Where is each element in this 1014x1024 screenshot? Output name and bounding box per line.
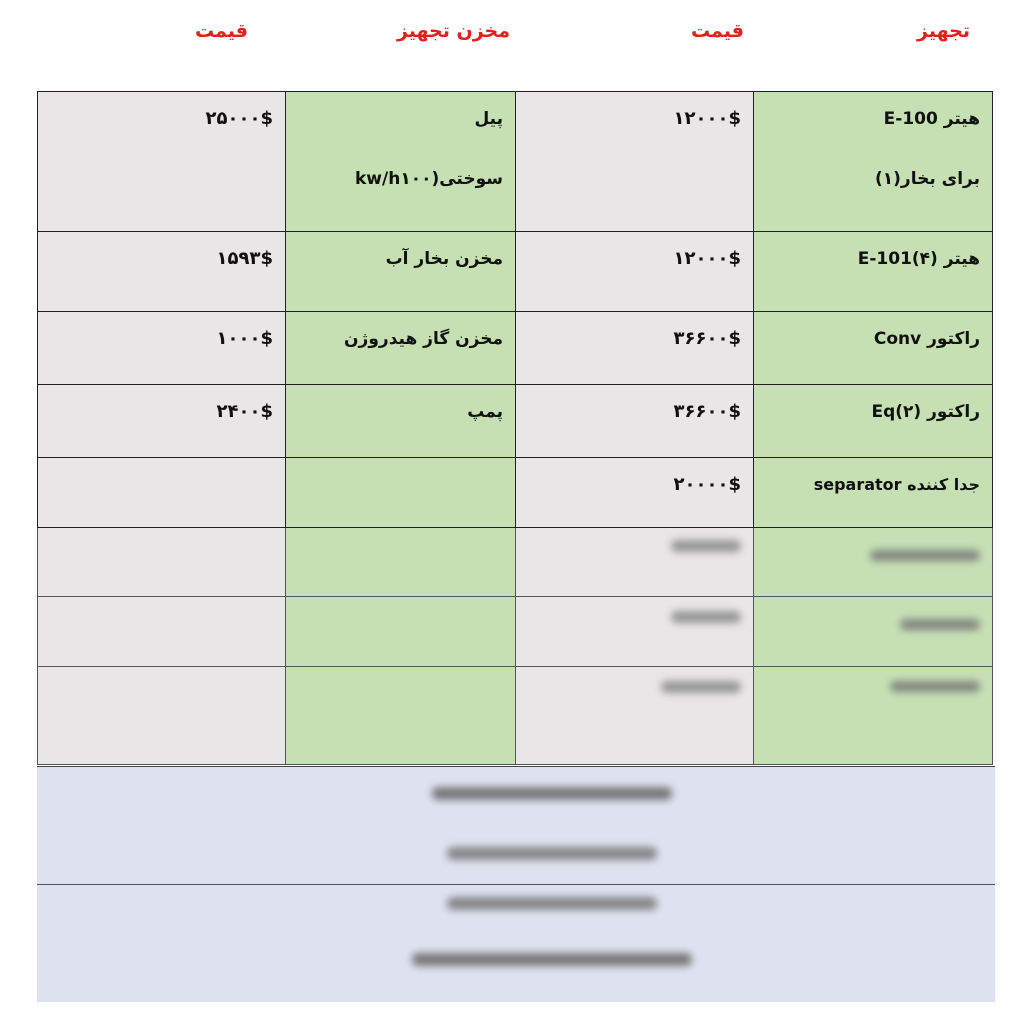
storage-line: مخزن گاز هیدروژن	[344, 329, 503, 349]
table-row	[38, 385, 993, 458]
price-1-value: ۱۲۰۰۰$	[673, 108, 741, 129]
blurred-row	[38, 597, 993, 667]
blurred-summary-line	[447, 847, 657, 860]
blurred-cell	[38, 667, 286, 765]
equipment-line: هیتر E-100	[883, 109, 980, 129]
storage-cell	[286, 385, 516, 458]
blurred-cell	[516, 667, 754, 765]
table-row	[38, 232, 993, 312]
blurred-cell	[38, 528, 286, 597]
equipment-cell	[754, 312, 993, 385]
price-2-value	[38, 458, 285, 468]
blurred-cell	[286, 597, 516, 667]
price-1-cell	[516, 232, 754, 312]
table-row	[38, 92, 993, 232]
price-1-value: ۲۰۰۰۰$	[673, 474, 741, 495]
price-2-cell	[38, 385, 286, 458]
storage-cell	[286, 458, 516, 528]
equipment-cell	[754, 385, 993, 458]
price-2-value: ۲۴۰۰$	[216, 401, 273, 422]
blurred-price-mark	[661, 681, 741, 693]
price-2-cell	[38, 312, 286, 385]
price-2-cell	[38, 458, 286, 528]
price-1-value: ۳۶۶۰۰$	[673, 328, 741, 349]
price-1-cell	[516, 385, 754, 458]
blurred-cell	[38, 597, 286, 667]
price-1-value: ۳۶۶۰۰$	[673, 401, 741, 422]
summary-section	[37, 885, 995, 1002]
blurred-cell	[516, 528, 754, 597]
blurred-equipment-mark	[890, 681, 980, 692]
storage-line	[286, 458, 515, 468]
blurred-row	[38, 667, 993, 765]
summary-section	[37, 767, 995, 885]
storage-cell	[286, 232, 516, 312]
equipment-line: راکتور Eq(۲)	[871, 402, 980, 422]
blurred-cell	[516, 597, 754, 667]
blurred-cell	[286, 667, 516, 765]
storage-line: مخزن بخار آب	[385, 249, 503, 269]
blurred-cell	[286, 528, 516, 597]
blurred-cell	[754, 667, 993, 765]
blurred-equipment-mark	[900, 619, 980, 630]
price-1-cell	[516, 92, 754, 232]
equipment-cell	[754, 92, 993, 232]
blurred-equipment-mark	[870, 550, 980, 561]
storage-line: سوختی(kw/h۱۰۰	[355, 169, 503, 189]
blurred-cell	[754, 528, 993, 597]
blurred-cell	[754, 597, 993, 667]
price-2-value: ۲۵۰۰۰$	[205, 108, 273, 129]
price-2-value: ۱۰۰۰$	[216, 328, 273, 349]
blurred-summary-line	[447, 897, 657, 910]
blurred-row	[38, 528, 993, 597]
price-2-cell	[38, 232, 286, 312]
equipment-line: راکتور Conv	[873, 329, 980, 349]
price-2-cell	[38, 92, 286, 232]
header-price-1: قیمت	[690, 20, 744, 42]
price-1-cell	[516, 312, 754, 385]
blurred-price-mark	[671, 611, 741, 623]
price-1-value: ۱۲۰۰۰$	[673, 248, 741, 269]
blurred-summary-line	[412, 953, 692, 966]
summary-block	[37, 766, 995, 1002]
storage-cell	[286, 92, 516, 232]
blurred-price-mark	[671, 540, 741, 552]
equipment-line: هیتر E-101(۴)	[857, 249, 980, 269]
blurred-summary-line	[432, 787, 672, 800]
header-price-2: قیمت	[194, 20, 248, 42]
equipment-cost-table	[37, 91, 993, 765]
storage-cell	[286, 312, 516, 385]
storage-line: پیل	[474, 109, 503, 129]
header-storage-equipment: مخزن تجهیز	[396, 20, 510, 42]
equipment-line: برای بخار(۱)	[874, 169, 980, 189]
equipment-line: جدا کننده separator	[813, 475, 980, 494]
equipment-cell	[754, 458, 993, 528]
table-row	[38, 458, 993, 528]
table-row	[38, 312, 993, 385]
price-2-value: ۱۵۹۳$	[216, 248, 273, 269]
storage-line: پمپ	[467, 402, 503, 422]
equipment-cell	[754, 232, 993, 312]
header-equipment: تجهیز	[917, 20, 970, 42]
price-1-cell	[516, 458, 754, 528]
